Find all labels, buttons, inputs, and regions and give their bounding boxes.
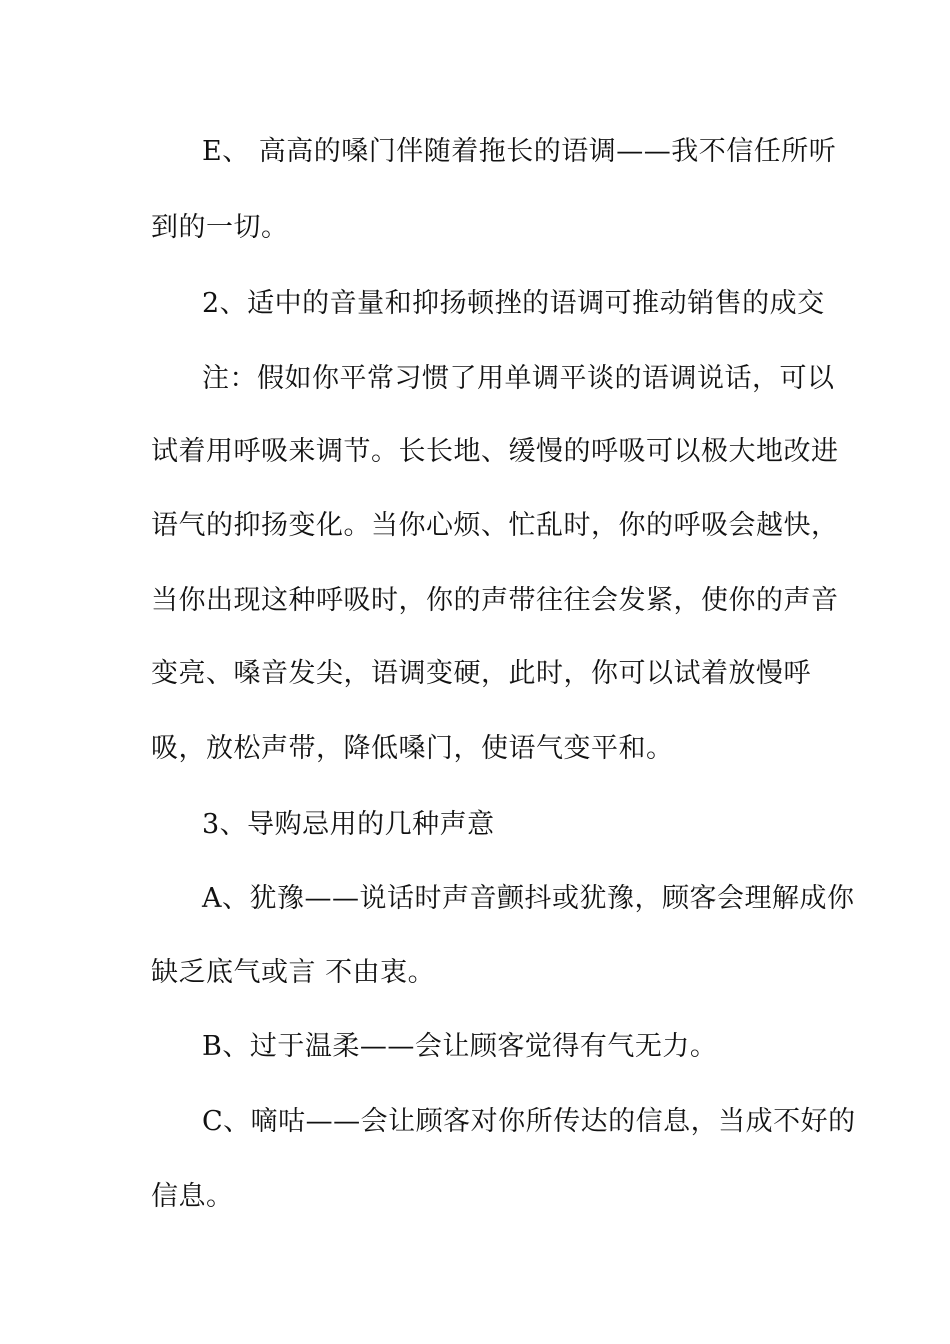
- heading-item-3: 3、导购忌用的几种声意: [202, 809, 495, 840]
- note-line-5: 变亮、嗓音发尖，语调变硬，此时，你可以试着放慢呼: [151, 658, 811, 689]
- paragraph-a-line-2: 缺乏底气或言 不由衷。: [151, 957, 436, 988]
- heading-item-2: 2、适中的音量和抑扬顿挫的语调可推动销售的成交: [202, 288, 825, 319]
- note-line-6: 吸，放松声带，降低嗓门，使语气变平和。: [151, 733, 674, 764]
- paragraph-e-line-1: E、 高高的嗓门伴随着拖长的语调——我不信任所听: [202, 136, 837, 167]
- paragraph-e-line-2: 到的一切。: [151, 212, 289, 243]
- note-line-3: 语气的抑扬变化。当你心烦、忙乱时，你的呼吸会越快，: [151, 510, 839, 541]
- note-line-1: 注：假如你平常习惯了用单调平谈的语调说话，可以: [202, 363, 835, 394]
- paragraph-c-line-1: C、嘀咕——会让顾客对你所传达的信息，当成不好的: [202, 1106, 856, 1137]
- paragraph-a-line-1: A、犹豫——说话时声音颤抖或犹豫，顾客会理解成你: [202, 883, 855, 914]
- paragraph-b: B、过于温柔——会让顾客觉得有气无力。: [202, 1031, 718, 1062]
- note-line-2: 试着用呼吸来调节。长长地、缓慢的呼吸可以极大地改进: [151, 436, 839, 467]
- paragraph-c-line-2: 信息。: [151, 1181, 234, 1212]
- note-line-4: 当你出现这种呼吸时，你的声带往往会发紧，使你的声音: [151, 585, 839, 616]
